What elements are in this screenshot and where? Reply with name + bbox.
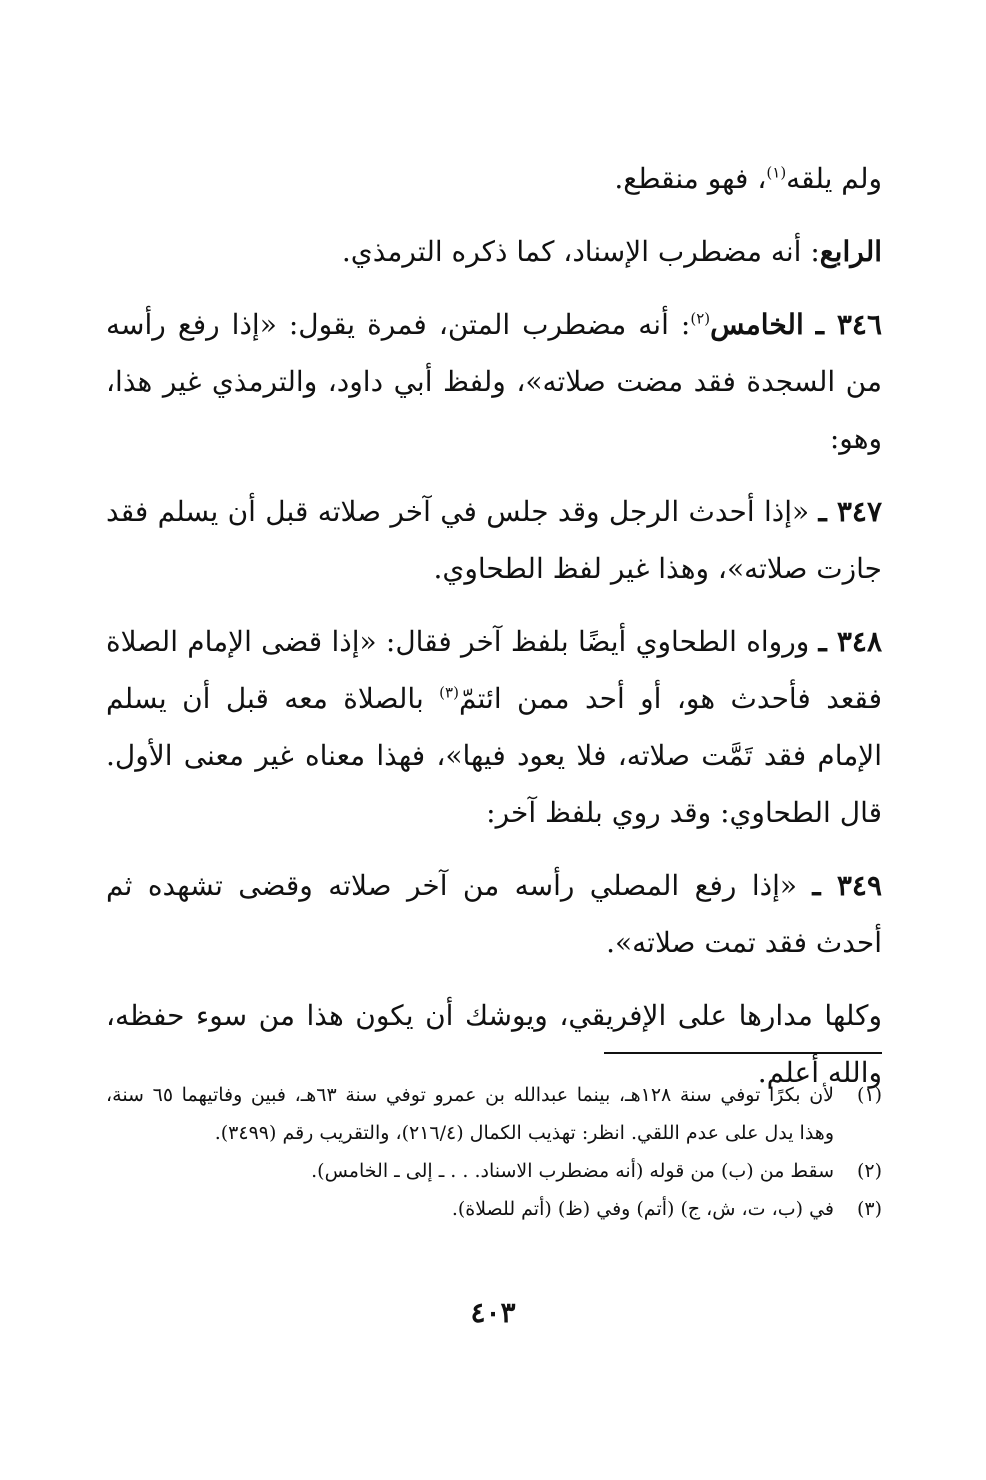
- paragraph-346: [106, 296, 882, 467]
- footnote-2-mark: (٢): [856, 1160, 882, 1182]
- footnotes: [106, 1076, 882, 1228]
- paragraph-1-text-start: ولم يلقه: [786, 162, 882, 195]
- hadith-number-349: ٣٤٩ ـ: [812, 869, 882, 902]
- footnote-1-mark: (١): [856, 1084, 882, 1106]
- footnote-2: [106, 1152, 882, 1190]
- paragraph-349: [106, 857, 882, 971]
- paragraph-conclusion-text: وكلها مدارها على الإفريقي، ويوشك أن يكون هذا من سوء حفظه، والله أعلم.: [106, 999, 882, 1089]
- paragraph-346-lead: الخامس: [710, 308, 804, 341]
- paragraph-347-text: «إذا أحدث الرجل وقد جلس في آخر صلاته قبل أن يسلم فقد جازت صلاته»، وهذا غير لفظ الطحاوي.: [106, 495, 882, 585]
- paragraph-1: [106, 150, 882, 207]
- hadith-number-348: ٣٤٨ ـ: [818, 625, 882, 658]
- footnote-ref-1[interactable]: (١): [766, 163, 787, 182]
- footnote-2-text: سقط من (ب) من قوله (أنه مضطرب الاسناد. . . ـ إلى ـ الخامس).: [311, 1160, 834, 1182]
- footnote-3-text: في (ب، ت، ش، ج) (أتم) وفي (ظ) (أتم للصلاة).: [451, 1198, 834, 1220]
- paragraph-346-text: : أنه مضطرب المتن، فمرة يقول: «إذا رفع رأسه من السجدة فقد مضت صلاته»، ولفظ أبي داود، والترمذي غير هذا، وهو:: [106, 308, 882, 455]
- hadith-number-346: ٣٤٦ ـ: [815, 308, 882, 341]
- paragraph-347: [106, 483, 882, 597]
- paragraph-348-text-end: بالصلاة معه قبل أن يسلم الإمام فقد تَمَّت صلاته، فلا يعود فيها»، فهذا معناه غير معنى الأول. قال الطحاوي: وقد روي بلفظ آخر:: [106, 682, 882, 829]
- paragraph-348: [106, 613, 882, 841]
- footnote-1: [106, 1076, 882, 1152]
- footnote-ref-2[interactable]: (٢): [690, 309, 711, 328]
- paragraph-1-text-end: ، فهو منقطع.: [614, 162, 767, 195]
- hadith-number-347: ٣٤٧ ـ: [818, 495, 883, 528]
- paragraph-348-text-start: ورواه الطحاوي أيضًا بلفظ آخر فقال: «إذا قضى الإمام الصلاة فقعد فأحدث هو، أو أحد ممن ائتمّ: [106, 625, 882, 715]
- footnote-ref-3[interactable]: (٣): [439, 683, 459, 702]
- footnote-divider: [604, 1052, 882, 1054]
- paragraph-2-lead: الرابع: [819, 235, 882, 268]
- footnote-3-mark: (٣): [856, 1198, 882, 1220]
- page-number: ٤٠٣: [470, 1296, 516, 1329]
- footnote-3: [106, 1190, 882, 1228]
- main-text: [106, 150, 882, 1117]
- paragraph-349-text: «إذا رفع المصلي رأسه من آخر صلاته وقضى تشهده ثم أحدث فقد تمت صلاته».: [106, 869, 882, 959]
- paragraph-2-text: : أنه مضطرب الإسناد، كما ذكره الترمذي.: [341, 235, 820, 268]
- footnote-1-text: لأن بكرًا توفي سنة ١٢٨هـ، بينما عبدالله بن عمرو توفي سنة ٦٣هـ، فبين وفاتيهما ٦٥ سنة، وهذا يدل على عدم اللقي. انظر: تهذيب الكمال (٢١٦/٤)، والتقريب رقم (٣٤٩٩).: [106, 1084, 834, 1144]
- paragraph-2: [106, 223, 882, 280]
